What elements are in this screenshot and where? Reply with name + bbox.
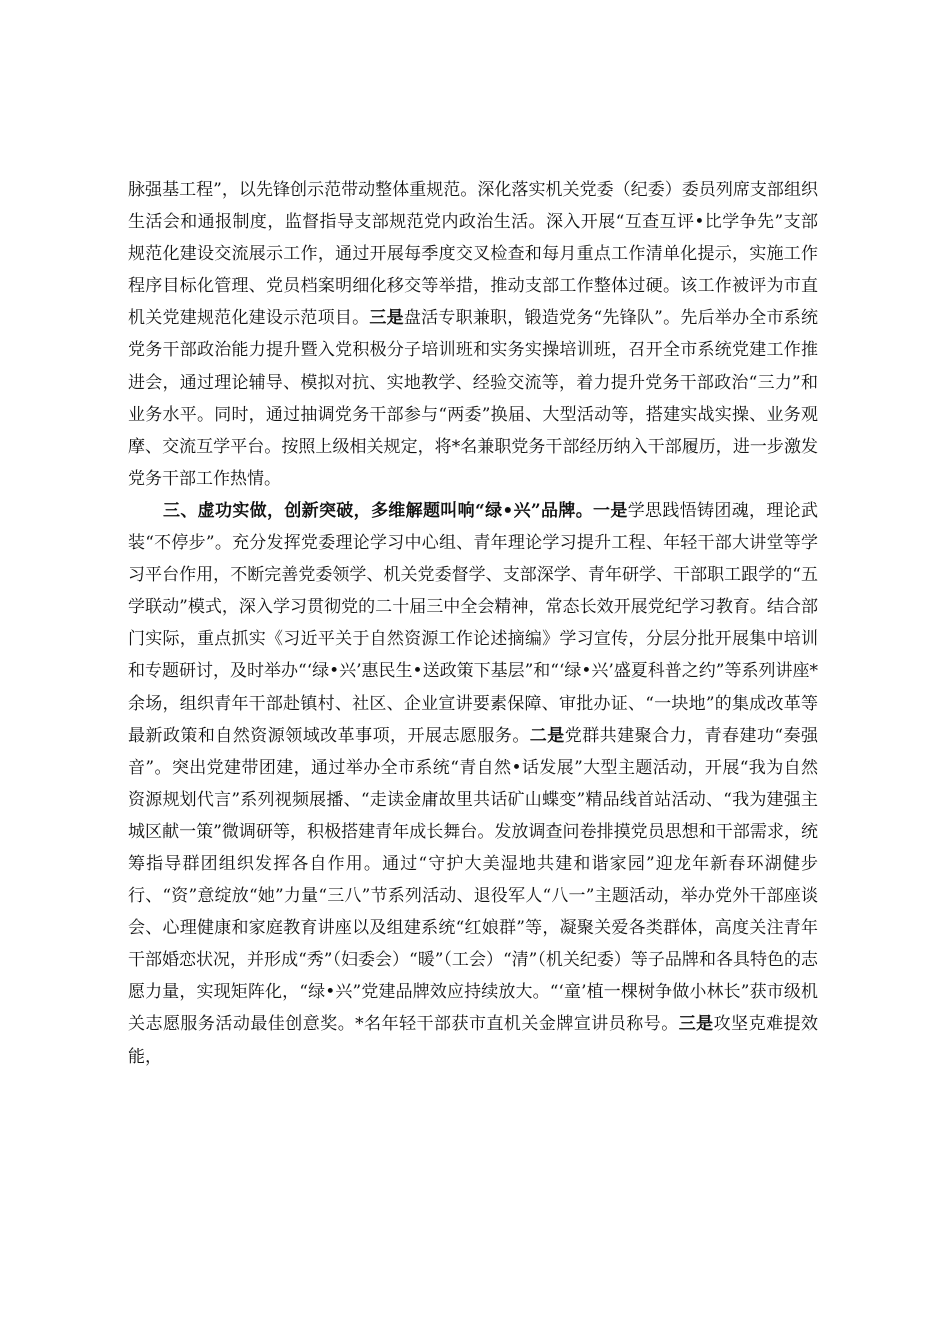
paragraph-2-bold-marker: 二是 <box>529 725 565 746</box>
paragraph-1-bold-marker: 三是 <box>369 308 404 329</box>
paragraph-section-three <box>128 495 818 1073</box>
paragraph-continuation <box>128 174 818 495</box>
section-heading: 三、虚功实做，创新突破，多维解题叫响“绿•兴”品牌。 <box>163 500 594 521</box>
paragraph-2-text: 党群共建聚合力，青春建功“奏强音”。突出党建带团建，通过举办全市系统“青自然•话发展”大型主题活动，开展“我为自然资源规划代言”系列视频展播、“走读金庸故里共话矿山蝶变”精品线首站活动、“我为建强主城区献一策”微调研等，积极搭建青年成长舞台。发放调查问卷排摸党员思想和干部需求，统筹指导群团组织发挥各自作用。通过“守护大美湿地共建和谐家园”迎龙年新春环湖健步行、“资”意绽放“她”力量“三八”节系列活动、退役军人“八一”主题活动，举办党外干部座谈会、心理健康和家庭教育讲座以及组建系统“红娘群”等，凝聚关爱各类群体，高度关注青年干部婚恋状况，并形成“秀”（妇委会）“暖”（工会）“清”（机关纪委）等子品牌和各具特色的志愿力量，实现矩阵化，“绿•兴”党建品牌效应持续放大。“‘童’植一棵树争做小林长”获市级机关志愿服务活动最佳创意奖。*名年轻干部获市直机关金牌宣讲员称号。 <box>128 725 819 1035</box>
paragraph-1-text: 脉强基工程”，以先锋创示范带动整体重规范。深化落实机关党委（纪委）委员列席支部组织生活会和通报制度，监督指导支部规范党内政治生活。深入开展“互查互评•比学争先”支部规范化建设交流展示工作，通过开展每季度交叉检查和每月重点工作清单化提示，实施工作程序目标化管理、党员档案明细化移交等举措，推动支部工作整体过硬。该工作被评为市直机关党建规范化建设示范项目。 <box>128 180 818 329</box>
paragraph-2-text: 攻坚克难提效能， <box>128 1014 819 1067</box>
document-body <box>128 174 818 1073</box>
paragraph-2-bold-marker: 三是 <box>678 1014 714 1035</box>
paragraph-2-bold-marker: 一是 <box>593 500 628 521</box>
paragraph-2-text: 学思践悟铸团魂，理论武装“不停步”。充分发挥党委理论学习中心组、青年理论学习提升工程、年轻干部大讲堂等学习平台作用，不断完善党委领学、机关党委督学、支部深学、青年研学、干部职工跟学的“五学联动”模式，深入学习贯彻党的二十届三中全会精神，常态长效开展党纪学习教育。结合部门实际，重点抓实《习近平关于自然资源工作论述摘编》学习宣传，分层分批开展集中培训和专题研讨，及时举办“‘绿•兴’惠民生•送政策下基层”和“‘绿•兴’盛夏科普之约”等系列讲座*余场，组织青年干部赴镇村、社区、企业宣讲要素保障、审批办证、“一块地”的集成改革等最新政策和自然资源领域改革事项，开展志愿服务。 <box>128 500 819 746</box>
paragraph-1-text: 盘活专职兼职，锻造党务“先锋队”。先后举办全市系统党务干部政治能力提升暨入党积极分子培训班和实务实操培训班，召开全市系统党建工作推进会，通过理论辅导、模拟对抗、实地教学、经验交流等，着力提升党务干部政治“三力”和业务水平。同时，通过抽调党务干部参与“两委”换届、大型活动等，搭建实战实操、业务观摩、交流互学平台。按照上级相关规定，将*名兼职党务干部经历纳入干部履历，进一步激发党务干部工作热情。 <box>128 308 819 489</box>
